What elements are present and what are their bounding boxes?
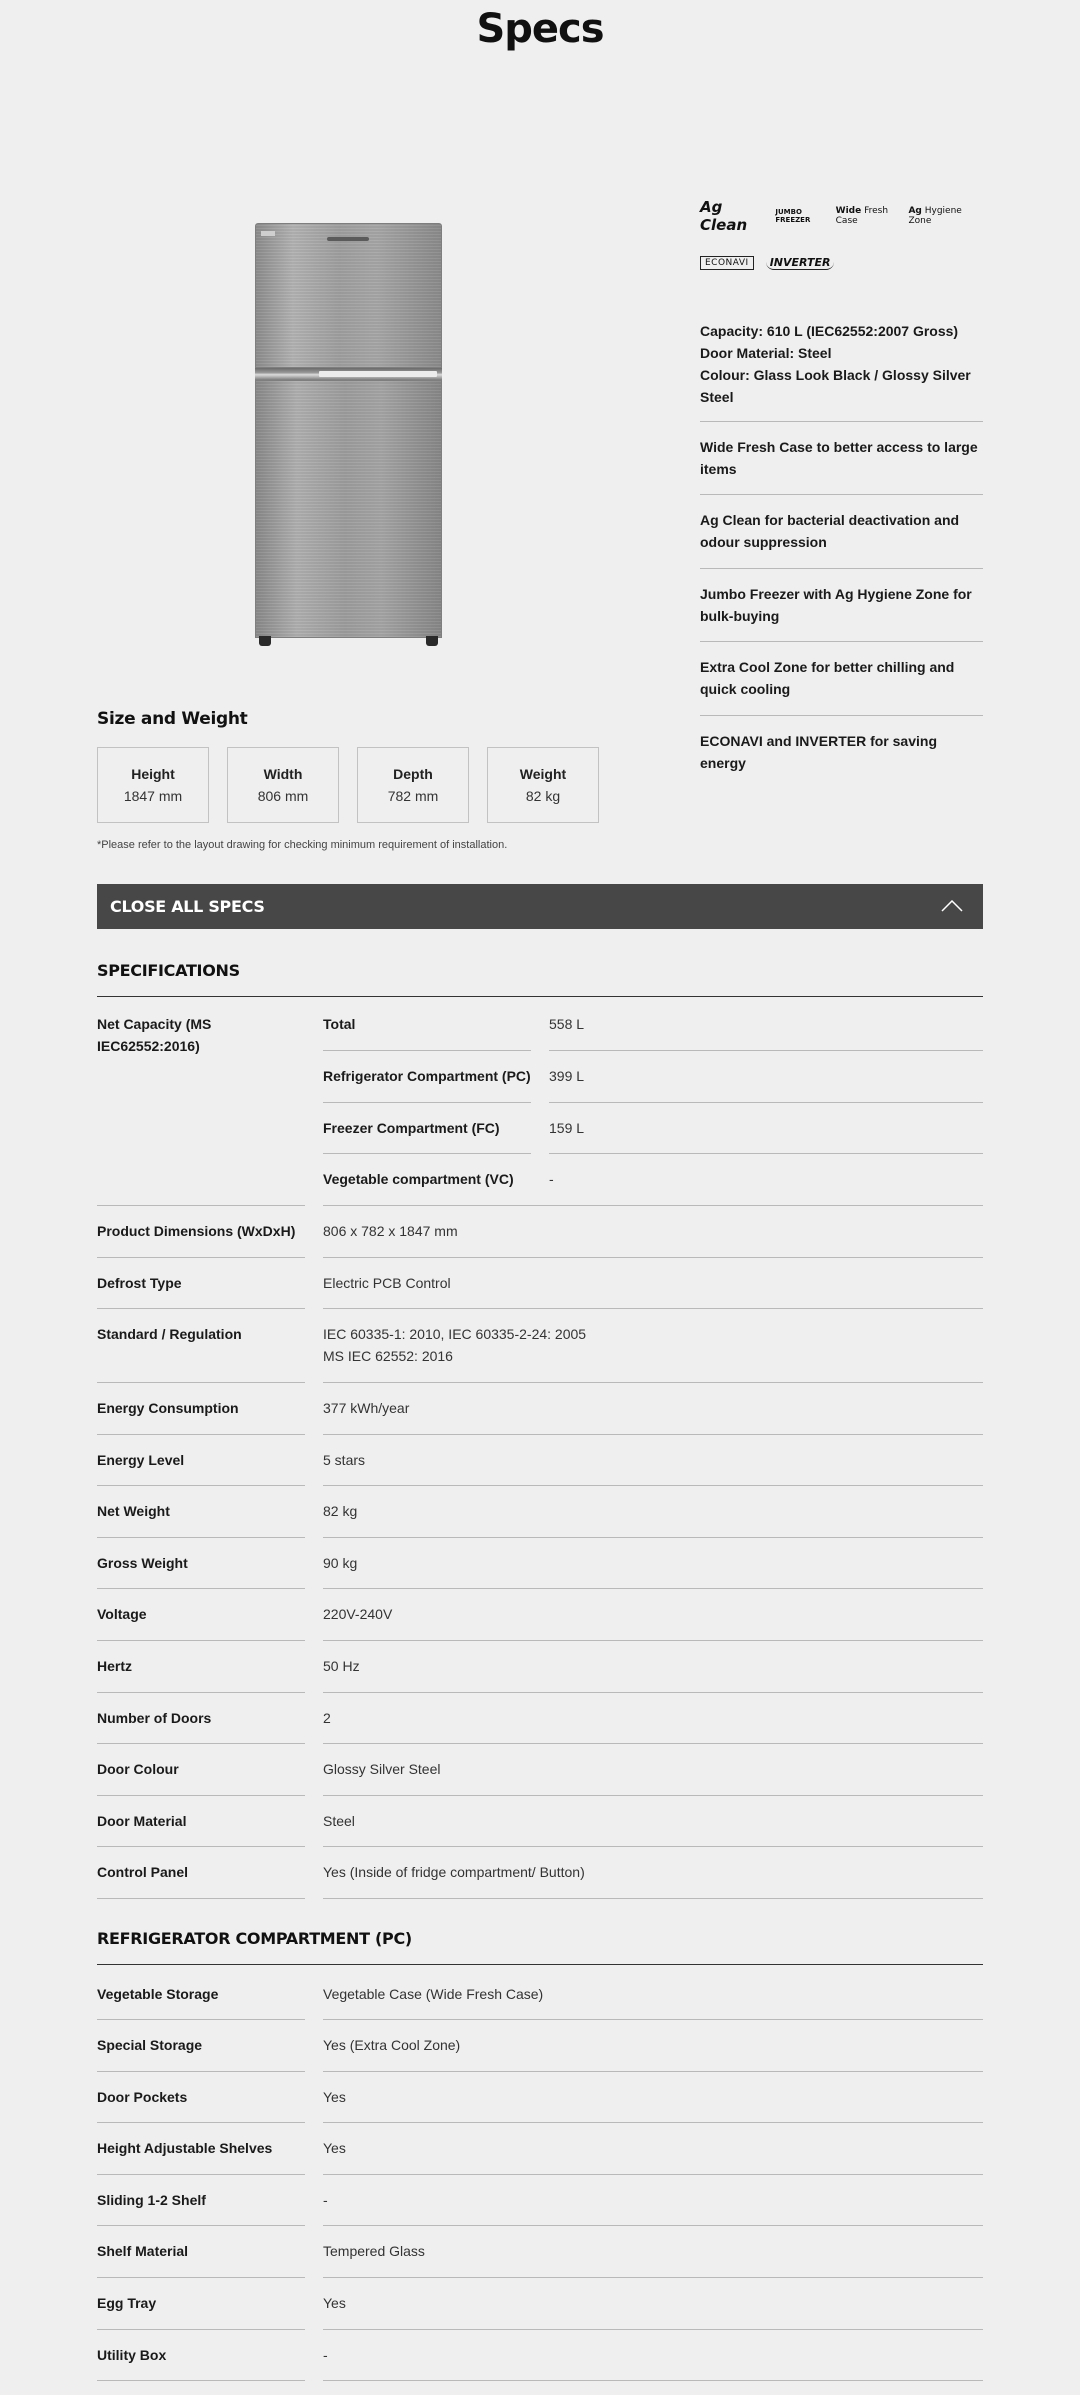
spec-value: 2 — [323, 1710, 331, 1726]
row-divider — [549, 1050, 983, 1051]
feature-item: Ag Clean for bacterial deactivation and odour suppression — [700, 494, 983, 553]
size-card-value: 806 mm — [257, 788, 309, 804]
spec-value: Vegetable Case (Wide Fresh Case) — [323, 1986, 544, 2002]
spec-label: Special Storage — [97, 2037, 203, 2053]
spec-label: Standard / Regulation — [97, 1326, 242, 1342]
spec-label: Number of Doors — [97, 1710, 212, 1726]
row-divider — [323, 1898, 983, 1899]
spec-label-net-capacity: Net Capacity (MS IEC62552:2016) — [97, 1016, 212, 1054]
spec-label: Vegetable Storage — [97, 1986, 219, 2002]
size-card-depth — [357, 747, 469, 823]
spec-label: Hertz — [97, 1658, 133, 1674]
spec-sublabel: Freezer Compartment (FC) — [323, 1120, 500, 1136]
row-divider — [97, 2122, 305, 2123]
size-card-label: Height — [131, 766, 175, 782]
freezer-door — [255, 223, 442, 368]
row-divider — [97, 2174, 305, 2175]
row-divider — [97, 1485, 305, 1486]
spec-label: Voltage — [97, 1606, 147, 1622]
row-divider — [323, 1050, 531, 1051]
size-card-value: 782 mm — [387, 788, 439, 804]
spec-value: - — [323, 2192, 328, 2208]
spec-label: Door Colour — [97, 1761, 179, 1777]
row-divider — [549, 1153, 983, 1154]
size-card-height — [97, 747, 209, 823]
summary-capacity: Capacity: 610 L (IEC62552:2007 Gross) — [700, 323, 959, 339]
row-divider — [97, 1795, 305, 1796]
ag-hygiene-zone-logo: Ag Hygiene Zone — [908, 206, 962, 226]
spec-value: 82 kg — [323, 1503, 358, 1519]
specifications-heading: SPECIFICATIONS — [97, 961, 983, 997]
row-divider — [323, 1102, 531, 1103]
econavi-logo: ECONAVI — [700, 256, 754, 270]
row-divider — [549, 1102, 983, 1103]
ag-clean-logo: Ag Clean — [700, 198, 748, 234]
chevron-up-icon — [941, 900, 963, 912]
spec-label: Energy Level — [97, 1452, 185, 1468]
row-divider — [323, 2277, 983, 2278]
row-divider — [323, 1588, 983, 1589]
row-divider — [323, 2329, 983, 2330]
door-tag — [261, 231, 275, 236]
spec-value: Tempered Glass — [323, 2243, 425, 2259]
spec-sublabel: Total — [323, 1016, 356, 1032]
row-divider — [323, 1846, 983, 1847]
row-divider — [323, 1382, 983, 1383]
spec-value: 220V-240V — [323, 1606, 393, 1622]
spec-subvalue: 159 L — [549, 1120, 585, 1136]
brand-logo — [327, 237, 369, 241]
spec-value: 5 stars — [323, 1452, 366, 1468]
spec-label: Utility Box — [97, 2347, 167, 2363]
spec-label: Energy Consumption — [97, 1400, 239, 1416]
row-divider — [323, 1795, 983, 1796]
row-divider — [97, 2225, 305, 2226]
feature-item: Wide Fresh Case to better access to large items — [700, 421, 983, 480]
row-divider — [323, 2019, 983, 2020]
spec-subvalue: - — [549, 1171, 554, 1187]
page-title: Specs — [476, 6, 604, 52]
spec-value: 806 x 782 x 1847 mm — [323, 1223, 458, 1239]
spec-label: Door Pockets — [97, 2089, 188, 2105]
row-divider — [97, 1537, 305, 1538]
spec-value: Glossy Silver Steel — [323, 1761, 441, 1777]
row-divider — [97, 1434, 305, 1435]
spec-label: Egg Tray — [97, 2295, 157, 2311]
size-card-label: Width — [263, 766, 303, 782]
spec-value-line: IEC 60335-1: 2010, IEC 60335-2-24: 2005 — [323, 1326, 587, 1342]
row-divider — [97, 1898, 305, 1899]
summary-door-material: Door Material: Steel — [700, 345, 832, 361]
row-divider — [97, 1640, 305, 1641]
size-card-weight — [487, 747, 599, 823]
row-divider — [323, 1257, 983, 1258]
spec-value: Yes — [323, 2089, 346, 2105]
row-divider — [97, 2380, 305, 2381]
feature-item: ECONAVI and INVERTER for saving energy — [700, 715, 983, 774]
feature-item: Jumbo Freezer with Ag Hygiene Zone for bulk-buying — [700, 568, 983, 627]
spec-value: - — [323, 2347, 328, 2363]
row-divider — [97, 1692, 305, 1693]
spec-value: Yes — [323, 2295, 346, 2311]
spec-value — [323, 1323, 983, 1367]
refrigerator-compartment-heading: REFRIGERATOR COMPARTMENT (PC) — [97, 1929, 983, 1965]
size-weight-title: Size and Weight — [97, 709, 248, 729]
row-divider — [323, 2071, 983, 2072]
row-divider — [97, 1257, 305, 1258]
row-divider — [323, 1640, 983, 1641]
door-handle — [319, 371, 437, 377]
spec-label: Defrost Type — [97, 1275, 182, 1291]
size-card-value: 82 kg — [525, 788, 561, 804]
row-divider — [97, 2277, 305, 2278]
left-foot — [259, 636, 271, 646]
installation-note: *Please refer to the layout drawing for checking minimum requirement of installation. — [97, 839, 508, 851]
row-divider — [97, 2019, 305, 2020]
spec-value: Electric PCB Control — [323, 1275, 451, 1291]
spec-value: 90 kg — [323, 1555, 358, 1571]
row-divider — [323, 1743, 983, 1744]
spec-value-line: MS IEC 62552: 2016 — [323, 1348, 453, 1364]
spec-value: Steel — [323, 1813, 355, 1829]
row-divider — [323, 1205, 983, 1206]
inverter-logo: INVERTER — [766, 256, 835, 270]
spec-value: 50 Hz — [323, 1658, 360, 1674]
close-all-specs-button[interactable] — [97, 884, 983, 929]
close-all-specs-label: CLOSE ALL SPECS — [110, 897, 265, 916]
spec-value: Yes (Extra Cool Zone) — [323, 2037, 461, 2053]
spec-label: Door Material — [97, 1813, 187, 1829]
spec-label: Gross Weight — [97, 1555, 188, 1571]
row-divider — [323, 1485, 983, 1486]
row-divider — [97, 1743, 305, 1744]
spec-label: Height Adjustable Shelves — [97, 2140, 273, 2156]
wide-fresh-case-logo: Wide Fresh Case — [835, 206, 889, 226]
row-divider — [323, 1434, 983, 1435]
feature-item: Extra Cool Zone for better chilling and quick cooling — [700, 641, 983, 700]
spec-subvalue: 399 L — [549, 1068, 585, 1084]
row-divider — [323, 1308, 983, 1309]
row-divider — [97, 1588, 305, 1589]
row-divider — [97, 2329, 305, 2330]
refrigerator-door — [255, 380, 442, 638]
jumbo-freezer-logo: JUMBO FREEZER — [775, 208, 811, 224]
refrigerator-product-image — [255, 223, 442, 648]
row-divider — [97, 1846, 305, 1847]
spec-value: 377 kWh/year — [323, 1400, 410, 1416]
spec-label: Sliding 1-2 Shelf — [97, 2192, 206, 2208]
summary-colour: Colour: Glass Look Black / Glossy Silver Steel — [700, 367, 971, 405]
size-card-label: Depth — [393, 766, 433, 782]
row-divider — [97, 1205, 305, 1206]
spec-label: Shelf Material — [97, 2243, 189, 2259]
size-card-width — [227, 747, 339, 823]
size-card-value: 1847 mm — [123, 788, 183, 804]
row-divider — [323, 2122, 983, 2123]
row-divider — [97, 2071, 305, 2072]
product-summary — [700, 320, 983, 408]
feature-logos-row-2 — [700, 256, 834, 270]
feature-logos-row-1 — [700, 198, 983, 234]
row-divider — [97, 1382, 305, 1383]
spec-label: Net Weight — [97, 1503, 170, 1519]
row-divider — [97, 1308, 305, 1309]
size-card-label: Weight — [519, 766, 567, 782]
row-divider — [323, 2225, 983, 2226]
spec-label: Product Dimensions (WxDxH) — [97, 1223, 296, 1239]
spec-label: Control Panel — [97, 1864, 189, 1880]
spec-sublabel: Vegetable compartment (VC) — [323, 1171, 514, 1187]
right-foot — [426, 636, 438, 646]
row-divider — [323, 1153, 531, 1154]
spec-value: Yes (Inside of fridge compartment/ Button) — [323, 1864, 585, 1880]
row-divider — [323, 1537, 983, 1538]
spec-value: Yes — [323, 2140, 346, 2156]
spec-sublabel: Refrigerator Compartment (PC) — [323, 1068, 531, 1084]
spec-subvalue: 558 L — [549, 1016, 585, 1032]
row-divider — [323, 2380, 983, 2381]
row-divider — [323, 2174, 983, 2175]
row-divider — [323, 1692, 983, 1693]
